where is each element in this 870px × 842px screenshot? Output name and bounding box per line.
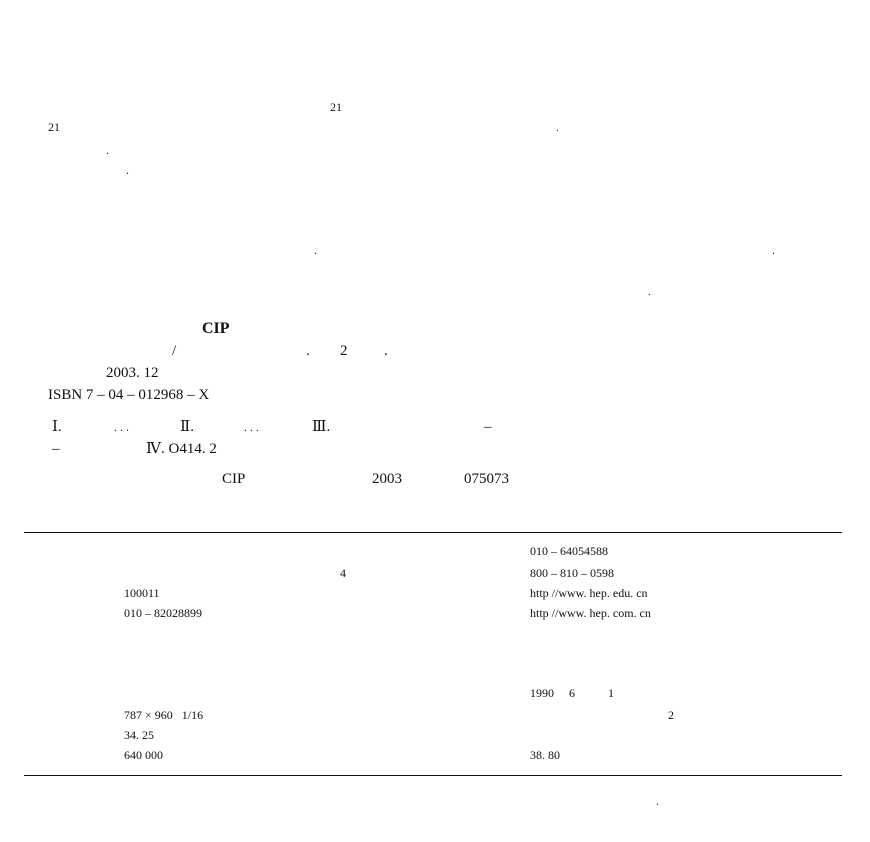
colophon-sheets: 34. 25 [124, 728, 154, 742]
cip-edition: 2 [340, 343, 348, 359]
colophon-top-rule [24, 532, 842, 533]
colophon-format: 787 × 960 1/16 [124, 708, 204, 722]
cip-heading: CIP [202, 320, 230, 337]
colophon-phone: 010 – 64054588 [530, 544, 608, 558]
colophon-printing: 2 [668, 708, 674, 722]
intro-period: . [772, 243, 775, 257]
cip-index-2: Ⅱ. [180, 419, 194, 435]
footer-period: . [656, 794, 659, 808]
colophon-phone: 800 – 810 – 0598 [530, 566, 614, 580]
intro-period: . [106, 143, 109, 157]
intro-period: . [556, 120, 559, 134]
colophon-number: 4 [340, 566, 346, 580]
colophon-url: http //www. hep. com. cn [530, 606, 651, 620]
colophon-word-count: 640 000 [124, 748, 163, 762]
colophon-price: 38. 80 [530, 748, 560, 762]
colophon-bottom-rule [24, 775, 842, 776]
cip-label: CIP [222, 471, 246, 487]
cip-classification: Ⅳ. O414. 2 [146, 441, 217, 457]
cip-year: 2003 [372, 471, 402, 487]
cip-dash: – [52, 441, 60, 457]
cip-slash: / [172, 343, 177, 359]
intro-period: . [648, 284, 651, 298]
intro-number-21-second: 21 [48, 120, 60, 134]
colophon-postal-code: 100011 [124, 586, 160, 600]
cip-ellipsis: . . . [244, 420, 259, 434]
cip-period: . [306, 343, 310, 359]
cip-isbn: ISBN 7 – 04 – 012968 – X [48, 387, 210, 403]
cip-index-3: Ⅲ. [312, 419, 331, 435]
cip-date: 2003. 12 [106, 365, 159, 381]
intro-number-21: 21 [330, 100, 342, 114]
cip-period: . [384, 343, 388, 359]
intro-period: . [314, 243, 317, 257]
intro-period: . [126, 163, 129, 177]
cip-index-1: Ⅰ. [52, 419, 62, 435]
colophon-phone: 010 – 82028899 [124, 606, 202, 620]
cip-ellipsis: . . . [114, 420, 129, 434]
colophon-first-edition: 1990 6 1 [530, 686, 614, 700]
cip-number: 075073 [464, 471, 509, 487]
colophon-url: http //www. hep. edu. cn [530, 586, 648, 600]
cip-dash: – [484, 419, 492, 435]
